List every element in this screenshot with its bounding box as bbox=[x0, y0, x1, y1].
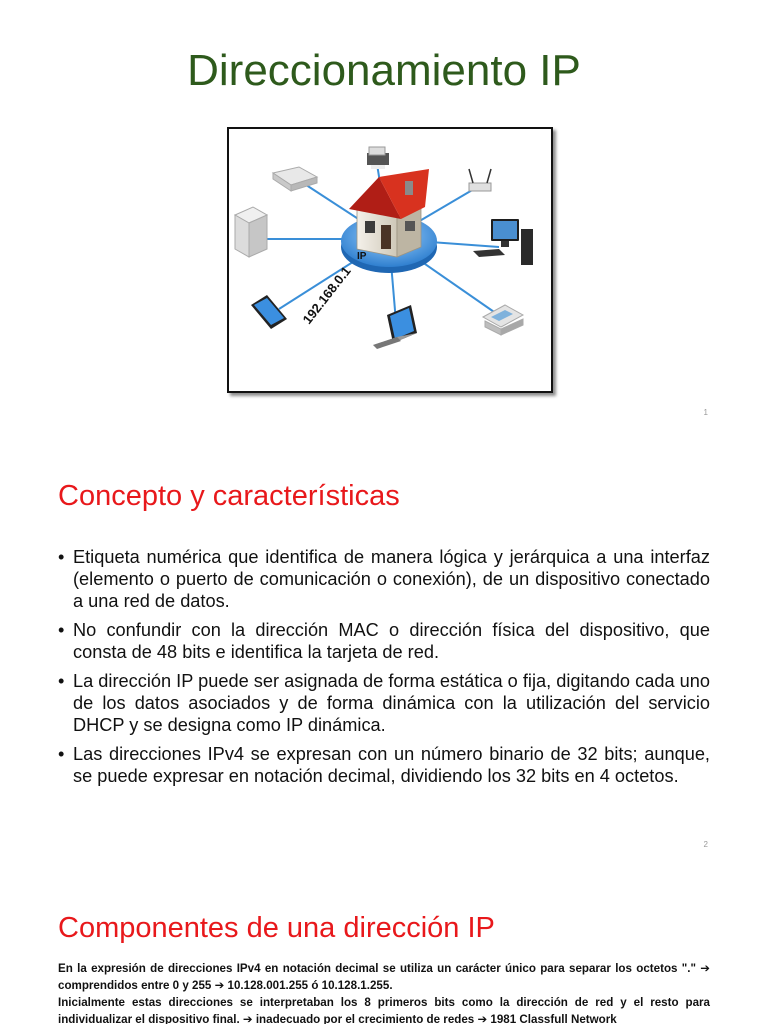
body-text bbox=[58, 960, 710, 1024]
section-title: Concepto y características bbox=[58, 480, 400, 512]
printer-icon bbox=[367, 147, 389, 169]
bullet-list bbox=[58, 546, 710, 794]
server-icon bbox=[235, 207, 267, 257]
slide-title: Direccionamiento IP bbox=[187, 46, 581, 95]
slide-1 bbox=[0, 0, 768, 432]
bullet-item: • Las direcciones IPv4 se expresan con un número binario de 32 bits; aunque, se puede expresar en notación decimal, dividiendo los 32 bits en 4 octetos. bbox=[58, 743, 710, 787]
house-icon bbox=[349, 169, 429, 257]
bullet-item: • Etiqueta numérica que identifica de manera lógica y jerárquica a una interfaz (elemento o puerto de comunicación o conexión), de un dispositivo conectado a una red de datos. bbox=[58, 546, 710, 612]
tablet-icon bbox=[251, 295, 287, 329]
page-number: 2 bbox=[703, 840, 708, 849]
network-diagram-svg bbox=[229, 129, 551, 391]
page-number: 1 bbox=[703, 408, 708, 417]
paragraph: Inicialmente estas direcciones se interpretaban los 8 primeros bits como la dirección de red y el resto para individualizar el dispositivo final. ➔ inadecuado por el crecimiento de redes ➔ 1981 Classfull Network bbox=[58, 996, 710, 1024]
paragraph: En la expresión de direcciones IPv4 en notación decimal se utiliza un carácter único para separar los octetos "." ➔ comprendidos entre 0 y 255 ➔ 10.128.001.255 ó 10.128.1.255. bbox=[58, 962, 710, 992]
bullet-item: • No confundir con la dirección MAC o dirección física del dispositivo, que consta de 48 bits e identifica la tarjeta de red. bbox=[58, 619, 710, 663]
router-icon bbox=[469, 169, 491, 191]
desktop-computer-icon bbox=[473, 219, 533, 265]
section-title: Componentes de una dirección IP bbox=[58, 912, 495, 944]
ip-address-label: 192.168.0.1 bbox=[299, 263, 354, 327]
bullet-item: • La dirección IP puede ser asignada de forma estática o fija, digitando cada uno de los datos asociados y de forma dinámica con la utilización del servicio DHCP y se designa como IP dinámica. bbox=[58, 670, 710, 736]
slide-3 bbox=[0, 864, 768, 1024]
slide-2 bbox=[0, 432, 768, 864]
hub-label: IP bbox=[357, 251, 367, 262]
network-illustration bbox=[227, 127, 553, 393]
